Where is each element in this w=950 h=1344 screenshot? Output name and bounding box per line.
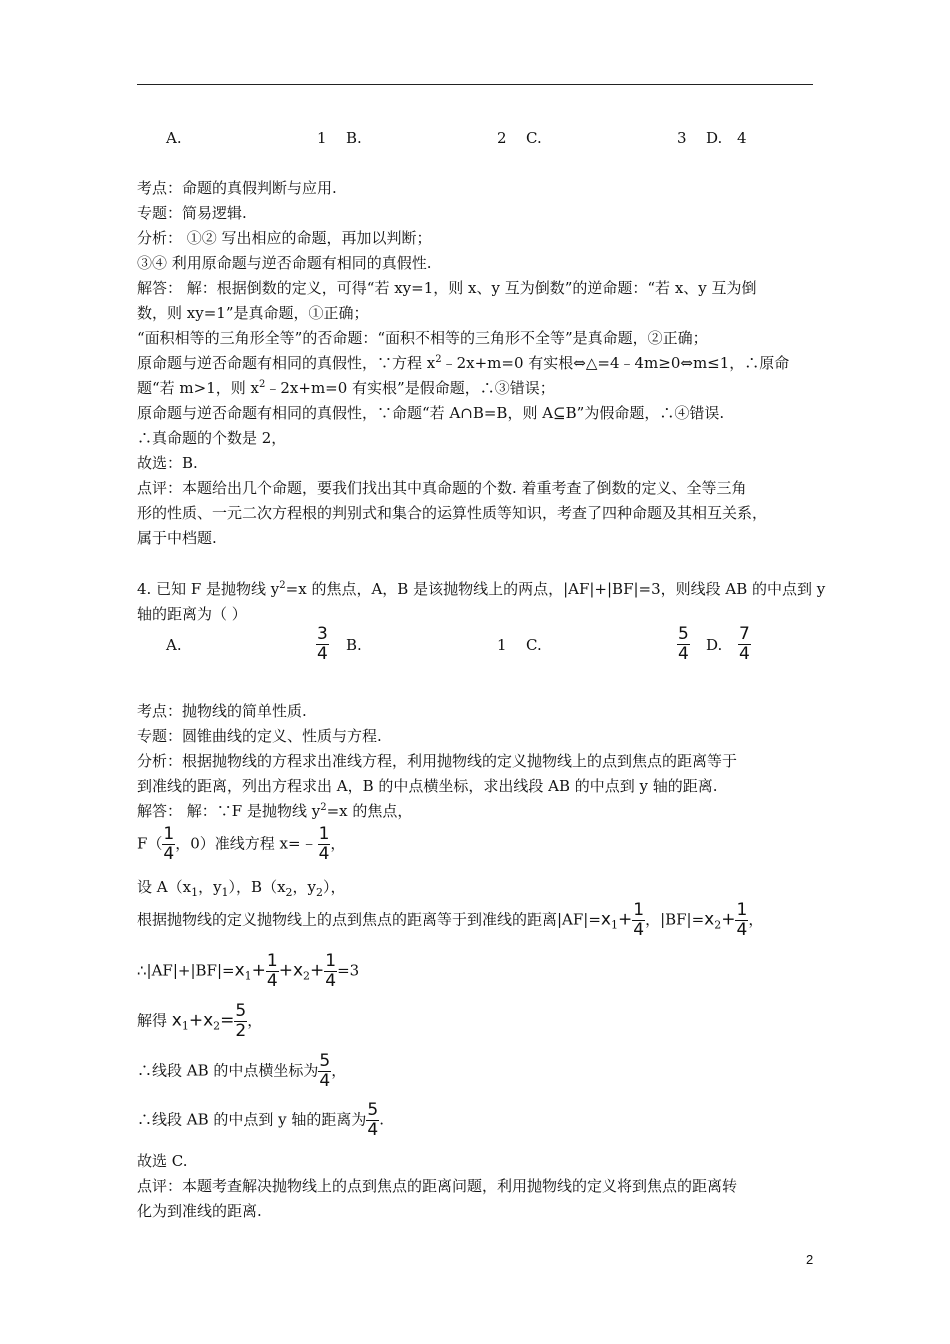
q3-jieda-6: 原命题与逆否命题有相同的真假性，∵命题“若 A∩B=B，则 A⊆B”为假命题，∴④错误. (137, 404, 725, 422)
solve-pre: 解得 (137, 1011, 168, 1030)
sub-1: 1 (610, 918, 618, 932)
q4-fenxi-2: 到准线的距离，列出方程求出 A，B 的中点横坐标，求出线段 AB 的中点到 y 轴的距离. (137, 777, 718, 795)
dist-text: ∴线段 AB 的中点到 y 轴的距离为 (137, 1110, 367, 1129)
q4-jieda-1-a: 解答： 解：∵F 是抛物线 y (137, 802, 321, 820)
plus-sign: + (188, 1010, 204, 1031)
frac-den: 4 (739, 644, 750, 664)
frac-num: 5 (235, 1001, 247, 1021)
q4-jieda-square: 2 (320, 802, 327, 813)
frac-num: 1 (163, 824, 175, 844)
q3-jieda-2: 数，则 xy=1”是真命题，①正确； (137, 304, 369, 322)
q3-jieda-5-a: 题“若 m>1，则 x (137, 379, 259, 397)
q4-definition-line (137, 902, 763, 939)
q3-zhuanti: 专题：简易逻辑. (137, 204, 247, 222)
q4-stem-1 (137, 578, 825, 599)
frac-num: 1 (266, 951, 278, 971)
q4-dianping-1: 点评：本题考查解决抛物线上的点到焦点的距离问题，利用抛物线的定义将到焦点的距离转 (137, 1177, 738, 1195)
frac-num: 1 (325, 951, 337, 971)
q3-fenxi-2: ③④ 利用原命题与逆否命题有相同的真假性. (137, 254, 432, 272)
q3-option-a-value: 1 (317, 129, 327, 147)
q4-zhuanti: 专题：圆锥曲线的定义、性质与方程. (137, 727, 382, 745)
def-mid: ，|BF|= (645, 910, 705, 929)
set-mid3: ，y (292, 878, 317, 896)
q4-stem-1-b: =x 的焦点，A，B 是该抛物线上的两点，|AF|+|BF|=3，则线段 AB 的中点到 y (285, 580, 826, 598)
var-x: x (203, 1010, 214, 1031)
q4-jieda-1 (137, 800, 412, 821)
set-pre: 设 A（x (137, 878, 192, 896)
q3-jieda-3: “面积相等的三角形全等”的否命题：“面积不相等的三角形不全等”是真命题，②正确； (137, 329, 708, 347)
frac-den: 4 (325, 971, 337, 991)
q4-kaodian: 考点：抛物线的简单性质. (137, 702, 307, 720)
frac-num: 5 (367, 1100, 379, 1120)
plus-sign: + (310, 960, 325, 981)
q4-sum-line (137, 953, 359, 990)
var-x: x (234, 960, 245, 981)
q4-option-d-fraction (738, 626, 751, 663)
frac-den: 4 (678, 644, 689, 664)
frac-den: 4 (317, 644, 328, 664)
q4-stem-1-a: 4. 已知 F 是抛物线 y (137, 580, 280, 598)
frac-den: 4 (163, 844, 175, 864)
q4-option-a-label: A. (166, 636, 182, 654)
q4-option-c-label: C. (526, 636, 542, 654)
q4-jieda-1-b: =x 的焦点， (326, 802, 413, 820)
q3-guxuan: 故选：B. (137, 454, 198, 472)
frac-num: 1 (736, 900, 748, 920)
frac-num: 1 (633, 900, 645, 920)
var-x: x (292, 960, 304, 981)
sub-2: 2 (316, 886, 324, 899)
focus-pre: F（ (137, 834, 163, 853)
plus-sign: + (278, 960, 293, 981)
q3-option-d-label: D. (706, 129, 723, 147)
q4-solve-line: 解得 $x_1+x_2=$ $\frac{5}{2}$ ， (137, 1001, 263, 1041)
plus-sign: + (617, 909, 633, 930)
q3-option-c-label: C. (526, 129, 542, 147)
set-mid1: ，y (198, 878, 222, 896)
frac-num: 5 (319, 1051, 331, 1071)
q4-distance-line (137, 1102, 384, 1139)
q4-option-b-label: B. (346, 636, 362, 654)
sub-2: 2 (213, 1019, 221, 1033)
frac-num: 5 (678, 624, 689, 644)
sub-2: 2 (303, 969, 311, 983)
q4-dianping-2: 化为到准线的距离. (137, 1202, 262, 1220)
def-end: ， (748, 910, 764, 929)
var-x: x (704, 909, 715, 930)
q4-fenxi-1: 分析：根据抛物线的方程求出准线方程，利用抛物线的定义抛物线上的点到焦点的距离等于 (137, 752, 738, 770)
q4-midpoint-line (137, 1053, 346, 1090)
var-x: x (171, 1010, 182, 1031)
frac-den: 4 (319, 1071, 331, 1091)
q3-option-d-value: 4 (737, 129, 747, 147)
q4-stem-2: 轴的距离为（ ） (137, 605, 247, 623)
sum-pre: ∴|AF|+|BF|= (137, 961, 235, 980)
solve-end: ， (247, 1011, 263, 1030)
q4-option-c-fraction (677, 626, 690, 663)
frac-den: 2 (235, 1021, 247, 1041)
q4-stem-square: 2 (279, 580, 286, 591)
frac-den: 4 (318, 844, 330, 864)
focus-post: ， (330, 834, 346, 853)
q4-guxuan: 故选 C. (137, 1152, 188, 1170)
q3-jieda-4-a: 原命题与逆否命题有相同的真假性，∵方程 x (137, 354, 436, 372)
q3-jieda-5-square: 2 (259, 379, 266, 390)
mid-text: ∴线段 AB 的中点横坐标为 (137, 1061, 319, 1080)
sum-end: =3 (337, 961, 360, 980)
sub-2: 2 (285, 886, 293, 899)
sub-2: 2 (714, 918, 722, 932)
q3-option-b-label: B. (346, 129, 362, 147)
q3-option-b-value: 2 (497, 129, 507, 147)
q3-dianping-1: 点评：本题给出几个命题，要我们找出其中真命题的个数. 着重考查了倒数的定义、全等三角 (137, 479, 747, 497)
header-rule (137, 84, 813, 85)
plus-sign: + (721, 909, 736, 930)
mid-end: ， (331, 1061, 347, 1080)
sub-1: 1 (191, 886, 199, 899)
q3-kaodian: 考点：命题的真假判断与应用. (137, 179, 337, 197)
q4-focus-line (137, 826, 345, 863)
q3-jieda-5-b: ﹣2x+m=0 有实根”是假命题，∴③错误； (265, 379, 555, 397)
q4-option-a-fraction (316, 626, 329, 663)
q3-dianping-3: 属于中档题. (137, 529, 217, 547)
q3-jieda-4-square: 2 (435, 354, 442, 365)
q3-option-c-value: 3 (677, 129, 687, 147)
focus-mid: ，0）准线方程 x= (175, 834, 301, 853)
minus-sign: ﹣ (300, 833, 318, 854)
frac-den: 4 (266, 971, 278, 991)
frac-num: 7 (739, 624, 750, 644)
frac-num: 1 (318, 824, 330, 844)
q4-option-d-label: D. (706, 636, 723, 654)
q3-jieda-1: 解答： 解：根据倒数的定义，可得“若 xy=1，则 x、y 互为倒数”的逆命题：“若 x、y 互为倒 (137, 279, 757, 297)
q3-jieda-4 (137, 352, 789, 373)
q3-fenxi-1: 分析： ①② 写出相应的命题，再加以判断； (137, 229, 432, 247)
sub-1: 1 (181, 1019, 189, 1033)
q4-option-b-value: 1 (497, 636, 507, 654)
frac-num: 3 (317, 624, 328, 644)
sub-1: 1 (244, 969, 252, 983)
var-x: x (600, 909, 611, 930)
def-pre: 根据抛物线的定义抛物线上的点到焦点的距离等于到准线的距离|AF|= (137, 910, 601, 929)
frac-den: 4 (736, 920, 748, 940)
q3-jieda-7: ∴真命题的个数是 2， (137, 429, 287, 447)
q3-jieda-5 (137, 377, 555, 398)
q4-set-line (137, 876, 346, 899)
q3-jieda-4-b: ﹣2x+m=0 有实根⇔△=4﹣4m≥0⇔m≤1，∴原命 (441, 354, 790, 372)
q3-dianping-2: 形的性质、一元二次方程根的判别式和集合的运算性质等知识，考查了四种命题及其相互关系， (137, 504, 768, 522)
frac-den: 4 (633, 920, 645, 940)
set-mid2: ），B（x (228, 878, 286, 896)
page-number: 2 (806, 1252, 814, 1267)
q3-option-a-label: A. (166, 129, 182, 147)
plus-sign: + (251, 960, 266, 981)
set-end: ）， (323, 878, 346, 896)
dist-end: . (379, 1110, 385, 1129)
sub-1: 1 (221, 886, 229, 899)
frac-den: 4 (367, 1120, 379, 1140)
